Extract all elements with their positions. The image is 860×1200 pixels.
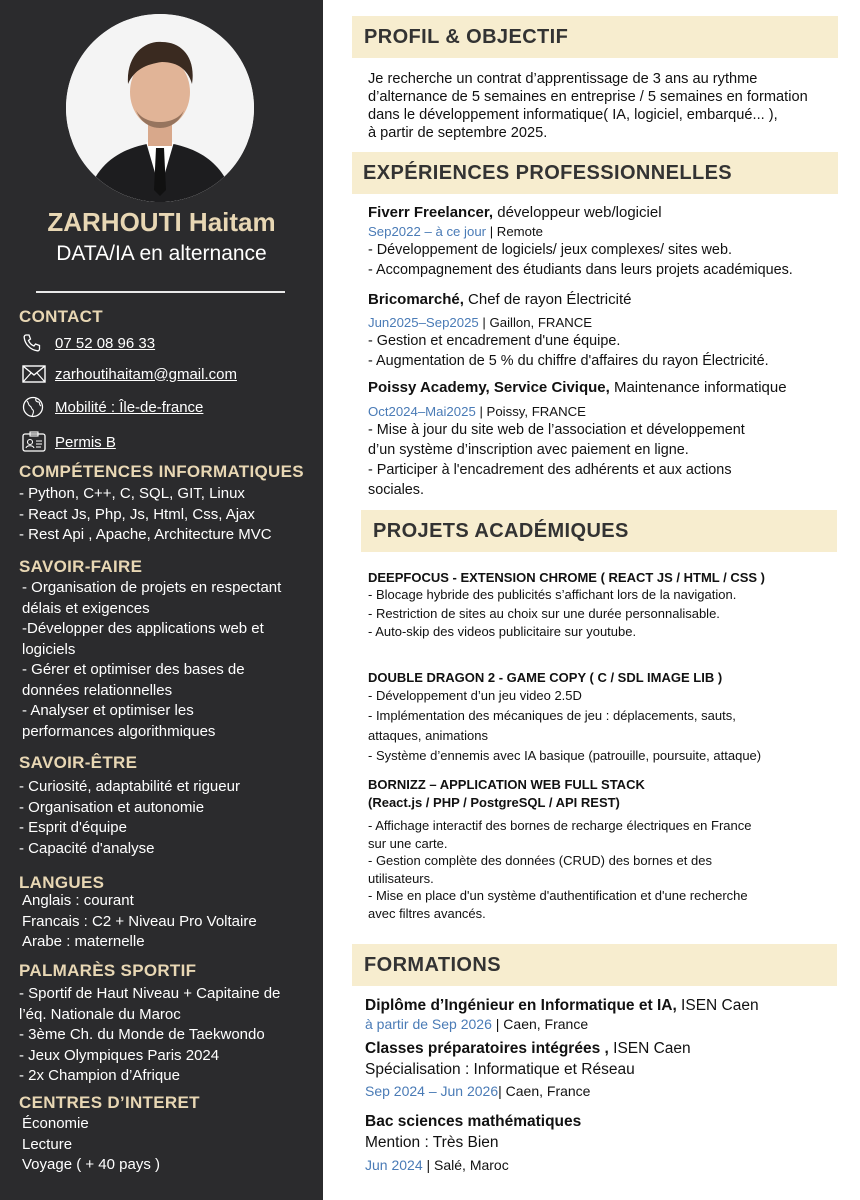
education-dates: à partir de Sep 2026 [365, 1016, 492, 1032]
experience-company: Fiverr Freelancer, [368, 204, 494, 221]
education-meta [365, 1081, 835, 1101]
education-place: | Salé, Maroc [422, 1157, 509, 1173]
experience-item [368, 203, 838, 280]
list-item: performances algorithmiques [22, 722, 216, 740]
experience-bullet: - Accompagnement des étudiants dans leurs projets académiques. [368, 262, 793, 278]
experience-title [368, 203, 838, 223]
experience-place: | Remote [486, 224, 543, 239]
experience-meta [368, 223, 838, 240]
profile-line: Je recherche un contrat d’apprentissage de 3 ans au rythme [368, 71, 758, 87]
education-title [365, 996, 835, 1016]
experience-title [368, 290, 838, 310]
mail-icon [22, 363, 48, 385]
phone-text: 07 52 08 96 33 [55, 334, 156, 352]
list-item: données relationnelles [22, 681, 173, 699]
education-item [365, 1039, 835, 1101]
list-item: - Organisation et autonomie [19, 798, 205, 816]
project-bullet: avec filtres avancés. [368, 905, 486, 921]
experience-bullet: sociales. [368, 482, 424, 498]
candidate-role: DATA/IA en alternance [56, 242, 267, 265]
savoir-faire-heading: SAVOIR-FAIRE [19, 557, 143, 576]
list-item: - Gérer et optimiser des bases de [22, 661, 245, 678]
project-item [368, 776, 838, 922]
education-degree: Classes préparatoires intégrées , [365, 1040, 609, 1057]
mobility-text: Mobilité : Île-de-france [55, 398, 204, 416]
education-degree: Diplôme d’Ingénieur en Informatique et IA, [365, 997, 677, 1014]
sports-heading: PALMARÈS SPORTIF [19, 961, 197, 980]
experience-heading: EXPÉRIENCES PROFESSIONNELLES [352, 152, 838, 194]
list-item: Anglais : courant [22, 892, 134, 909]
education-degree: Bac sciences mathématiques [365, 1113, 582, 1130]
list-item: - Organisation de projets en respectant [22, 579, 282, 596]
list-item: - Curiosité, adaptabilité et rigueur [19, 778, 240, 795]
savoir-etre-heading: SAVOIR-ÊTRE [19, 753, 138, 772]
project-title: DEEPFOCUS - EXTENSION CHROME ( REACT JS / HTML / CSS ) [368, 570, 766, 585]
experience-position: développeur web/logiciel [493, 204, 662, 221]
sidebar-divider [36, 291, 285, 293]
experience-meta [368, 403, 838, 420]
experience-place: | Gaillon, FRANCE [478, 315, 593, 330]
project-bullet: - Système d’ennemis avec IA basique (patrouille, poursuite, attaque) [368, 748, 762, 763]
list-item: Voyage ( + 40 pays ) [22, 1156, 161, 1173]
project-bullet: - Développement d’un jeu video 2.5D [368, 688, 582, 703]
experience-position: Maintenance informatique [609, 379, 787, 396]
list-item: - Python, C++, C, SQL, GIT, Linux [19, 485, 245, 502]
experience-bullet: - Développement de logiciels/ jeux complexes/ sites web. [368, 242, 732, 258]
education-place: | Caen, France [498, 1083, 591, 1099]
profile-line: à partir de septembre 2025. [368, 125, 548, 141]
project-bullet: - Mise en place d'un système d'authentification et d'une recherche [368, 888, 748, 903]
education-heading: FORMATIONS [352, 944, 837, 986]
experience-dates: Sep2022 – à ce jour [368, 224, 487, 239]
project-bullet: - Restriction de sites au choix sur une durée personnalisable. [368, 605, 720, 621]
contact-mobility [22, 395, 203, 419]
list-item: délais et exigences [22, 599, 150, 617]
list-item: - Sportif de Haut Niveau + Capitaine de [19, 985, 281, 1002]
languages-heading: LANGUES [19, 873, 105, 892]
project-item [368, 669, 838, 766]
profile-line: dans le développement informatique( IA, logiciel, embarqué... ), [368, 107, 778, 123]
contact-license [22, 430, 116, 454]
it-skills-heading: COMPÉTENCES INFORMATIQUES [19, 462, 304, 481]
experience-bullet: - Mise à jour du site web de l’association et développement [368, 422, 745, 438]
education-item [365, 996, 835, 1033]
project-bullet: - Gestion complète des données (CRUD) des bornes et des [368, 853, 712, 868]
project-bullet: attaques, animations [368, 728, 488, 743]
projects-heading: PROJETS ACADÉMIQUES [361, 510, 837, 552]
phone-icon [22, 332, 48, 354]
email-text: zarhoutihaitam@gmail.com [55, 365, 237, 383]
experience-place: | Poissy, FRANCE [475, 404, 586, 419]
savoir-faire-list [22, 578, 322, 742]
project-bullet: utilisateurs. [368, 870, 434, 886]
experience-item [368, 290, 838, 371]
list-item: - Esprit d'équipe [19, 819, 127, 836]
contact-email[interactable] [22, 362, 237, 386]
project-bullet: - Implémentation des mécaniques de jeu : déplacements, sauts, [368, 708, 736, 723]
experience-dates: Jun2025–Sep2025 [368, 315, 479, 330]
savoir-etre-list [19, 777, 319, 859]
experience-meta [368, 314, 838, 331]
list-item: Lecture [22, 1135, 73, 1153]
list-item: - Jeux Olympiques Paris 2024 [19, 1046, 220, 1064]
contact-phone[interactable] [22, 331, 155, 355]
list-item: Économie [22, 1115, 89, 1132]
list-item: logiciels [22, 640, 76, 658]
list-item: - Analyser et optimiser les [22, 702, 194, 719]
education-school: ISEN Caen [676, 997, 759, 1014]
experience-dates: Oct2024–Mai2025 [368, 404, 476, 419]
list-item: l’éq. Nationale du Maroc [19, 1005, 181, 1023]
list-item: - React Js, Php, Js, Html, Css, Ajax [19, 505, 255, 523]
list-item: Francais : C2 + Niveau Pro Voltaire [22, 912, 257, 930]
experience-company: Bricomarché, [368, 291, 464, 308]
profile-photo [66, 14, 254, 202]
profile-heading: PROFIL & OBJECTIF [352, 16, 838, 58]
list-item: Arabe : maternelle [22, 933, 145, 950]
education-detail: Mention : Très Bien [365, 1134, 499, 1151]
education-place: | Caen, France [491, 1016, 589, 1032]
education-school: ISEN Caen [608, 1040, 691, 1057]
candidate-name: ZARHOUTI Haitam [47, 207, 276, 237]
project-title: BORNIZZ – APPLICATION WEB FULL STACK [368, 777, 645, 792]
education-item [365, 1112, 835, 1176]
project-bullet: - Blocage hybride des publicités s’affichant lors de la navigation. [368, 587, 737, 602]
driver-license-icon [22, 431, 48, 453]
interests-list [22, 1114, 322, 1176]
globe-icon [22, 396, 48, 418]
list-item: - Rest Api , Apache, Architecture MVC [19, 526, 272, 543]
experience-bullet: - Participer à l'encadrement des adhérents et aux actions [368, 462, 732, 478]
sports-list [19, 984, 319, 1087]
it-skills-list [19, 484, 319, 546]
experience-company: Poissy Academy, Service Civique, [368, 379, 610, 396]
sidebar [0, 0, 323, 1200]
education-dates: Jun 2024 [365, 1157, 423, 1173]
project-item [368, 569, 838, 642]
list-item: - 3ème Ch. du Monde de Taekwondo [19, 1026, 265, 1043]
portrait-illustration [66, 14, 254, 202]
contact-heading: CONTACT [19, 307, 103, 326]
project-bullet: sur une carte. [368, 835, 448, 851]
experience-bullet: - Gestion et encadrement d'une équipe. [368, 333, 621, 349]
experience-position: Chef de rayon Électricité [463, 291, 632, 308]
license-text: Permis B [55, 433, 116, 451]
interests-heading: CENTRES D’INTERET [19, 1093, 200, 1112]
project-bullet: - Affichage interactif des bornes de recharge électriques en France [368, 818, 752, 833]
profile-line: d’alternance de 5 semaines en entreprise / 5 semaines en formation [368, 89, 808, 105]
education-meta [365, 1016, 835, 1033]
education-meta [365, 1154, 835, 1176]
project-title: DOUBLE DRAGON 2 - GAME COPY ( C / SDL IMAGE LIB ) [368, 670, 723, 685]
education-detail: Spécialisation : Informatique et Réseau [365, 1061, 635, 1078]
education-title [365, 1039, 835, 1059]
list-item: - Capacité d'analyse [19, 839, 155, 857]
project-bullet: - Auto-skip des videos publicitaire sur youtube. [368, 624, 637, 639]
project-subtitle: (React.js / PHP / PostgreSQL / API REST) [368, 795, 620, 810]
education-dates: Sep 2024 – Jun 2026 [365, 1083, 499, 1099]
experience-item [368, 378, 838, 500]
list-item: -Développer des applications web et [22, 620, 264, 637]
list-item: - 2x Champion d’Afrique [19, 1067, 180, 1084]
experience-bullet: - Augmentation de 5 % du chiffre d'affaires du rayon Électricité. [368, 353, 769, 369]
languages-list [22, 891, 322, 953]
experience-bullet: d’un système d’inscription avec paiement en ligne. [368, 442, 689, 458]
profile-text [368, 70, 808, 142]
experience-title [368, 378, 838, 398]
